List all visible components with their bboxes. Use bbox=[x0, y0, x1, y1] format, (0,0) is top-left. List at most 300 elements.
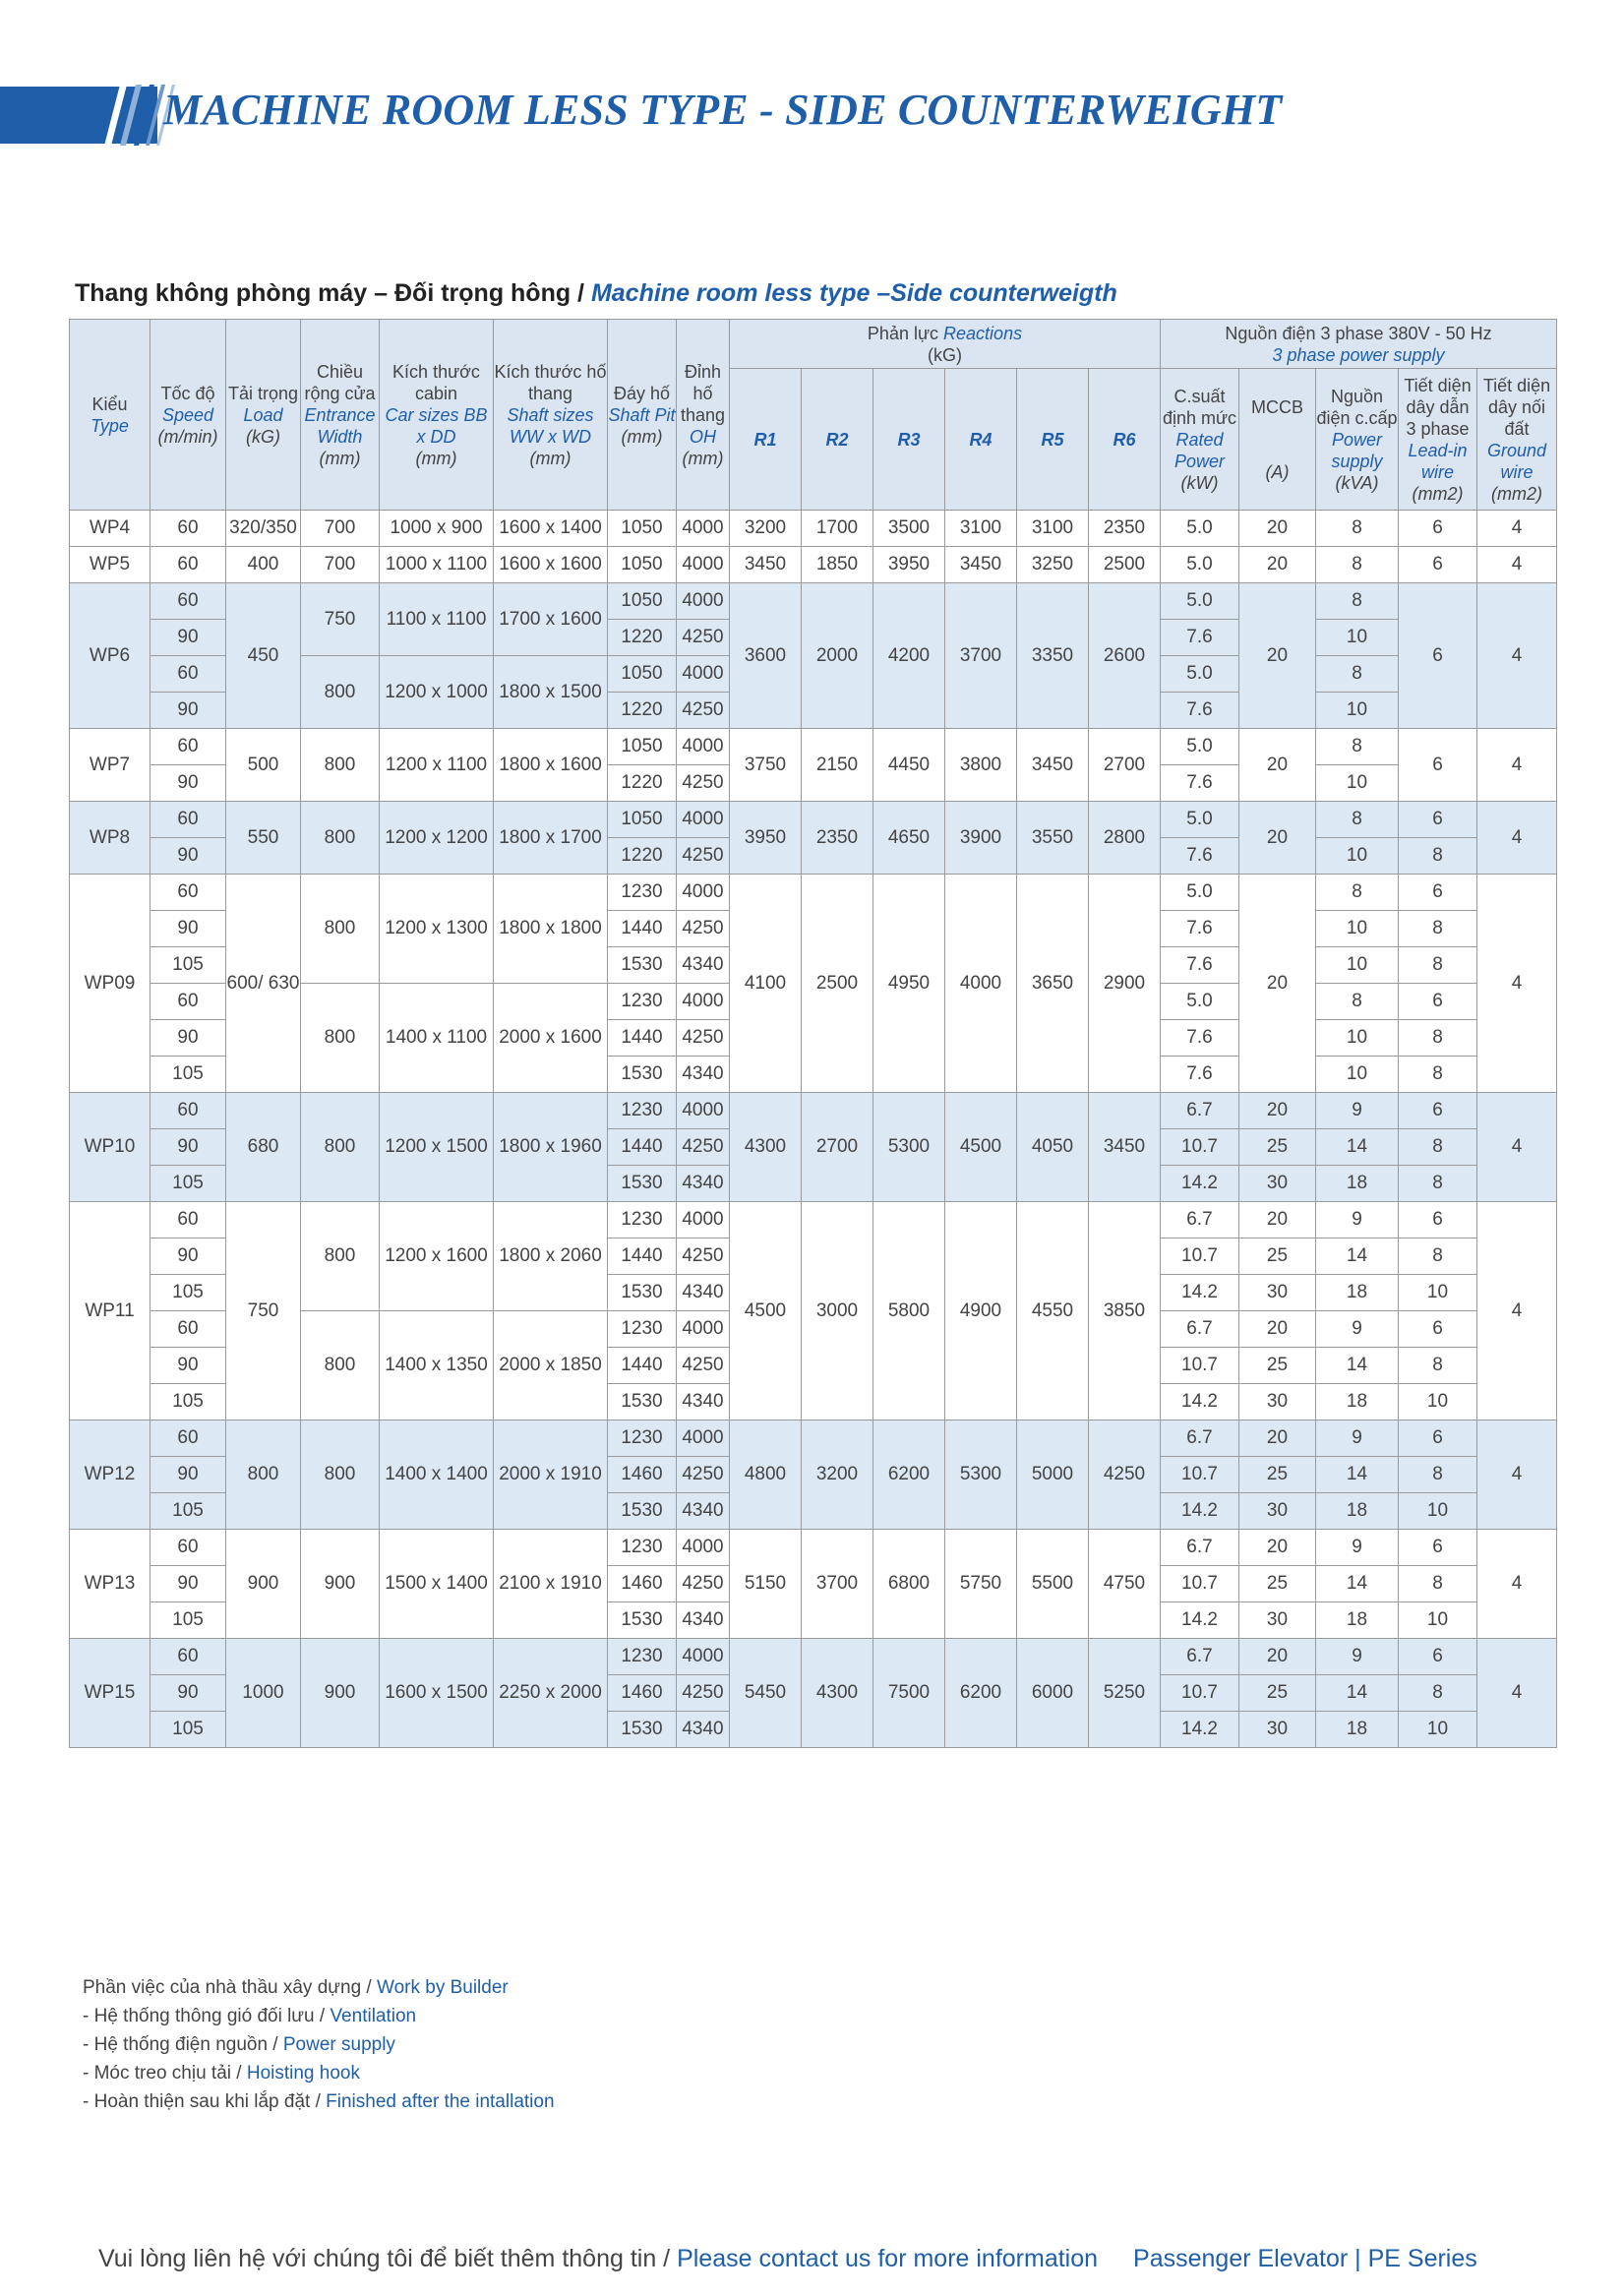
cell-pit: 1050 bbox=[608, 729, 677, 765]
cell-pit: 1230 bbox=[608, 984, 677, 1020]
cell-lead-in-wire: 8 bbox=[1399, 1348, 1477, 1384]
cell-pit: 1050 bbox=[608, 547, 677, 583]
cell-power-supply: 10 bbox=[1316, 1057, 1399, 1093]
cell-oh: 4000 bbox=[677, 875, 730, 911]
cell-lead-in-wire: 6 bbox=[1399, 583, 1477, 729]
cell-reaction-r3: 3500 bbox=[873, 511, 945, 547]
header-r4: R4 bbox=[945, 369, 1017, 511]
cell-speed: 60 bbox=[150, 547, 226, 583]
cell-entrance: 700 bbox=[301, 511, 380, 547]
cell-mccb: 20 bbox=[1239, 1093, 1316, 1129]
cell-reaction-r2: 2500 bbox=[802, 875, 873, 1093]
table-row bbox=[70, 802, 1557, 838]
cell-speed: 90 bbox=[150, 911, 226, 947]
cell-lead-in-wire: 6 bbox=[1399, 984, 1477, 1020]
cell-reaction-r4: 3100 bbox=[945, 511, 1017, 547]
cell-pit: 1050 bbox=[608, 656, 677, 693]
cell-mccb: 20 bbox=[1239, 1311, 1316, 1348]
cell-oh: 4250 bbox=[677, 838, 730, 875]
cell-pit: 1440 bbox=[608, 1129, 677, 1166]
cell-oh: 4340 bbox=[677, 1712, 730, 1748]
table-row bbox=[70, 1530, 1557, 1566]
cell-reaction-r1: 4100 bbox=[730, 875, 802, 1093]
cell-oh: 4000 bbox=[677, 547, 730, 583]
cell-lead-in-wire: 10 bbox=[1399, 1602, 1477, 1639]
header-mccb: MCCB (A) bbox=[1239, 369, 1316, 511]
cell-speed: 90 bbox=[150, 1457, 226, 1493]
header-speed: Tốc độ Speed (m/min) bbox=[150, 320, 226, 511]
cell-car-size: 1200 x 1300 bbox=[380, 875, 494, 984]
cell-type: WP8 bbox=[70, 802, 150, 875]
cell-oh: 4340 bbox=[677, 1057, 730, 1093]
cell-reaction-r1: 5450 bbox=[730, 1639, 802, 1748]
cell-pit: 1530 bbox=[608, 1602, 677, 1639]
header-entrance: Chiều rộng cửa Entrance Width (mm) bbox=[301, 320, 380, 511]
cell-lead-in-wire: 8 bbox=[1399, 1457, 1477, 1493]
cell-mccb: 30 bbox=[1239, 1384, 1316, 1420]
cell-lead-in-wire: 6 bbox=[1399, 802, 1477, 838]
cell-car-size: 1200 x 1600 bbox=[380, 1202, 494, 1311]
cell-lead-in-wire: 8 bbox=[1399, 1129, 1477, 1166]
cell-reaction-r6: 2700 bbox=[1089, 729, 1161, 802]
cell-oh: 4000 bbox=[677, 1420, 730, 1457]
cell-rated-power: 7.6 bbox=[1161, 1057, 1239, 1093]
cell-reaction-r2: 3200 bbox=[802, 1420, 873, 1530]
cell-reaction-r4: 4500 bbox=[945, 1093, 1017, 1202]
cell-rated-power: 14.2 bbox=[1161, 1166, 1239, 1202]
cell-rated-power: 10.7 bbox=[1161, 1457, 1239, 1493]
cell-reaction-r3: 6800 bbox=[873, 1530, 945, 1639]
cell-ground-wire: 4 bbox=[1477, 1639, 1557, 1748]
header-ground-wire: Tiết diện dây nối đất Ground wire (mm2) bbox=[1477, 369, 1557, 511]
note-item: - Hệ thống thông gió đối lưu / Ventilation bbox=[83, 2006, 417, 2026]
cell-shaft-size: 1800 x 2060 bbox=[494, 1202, 608, 1311]
cell-power-supply: 10 bbox=[1316, 765, 1399, 802]
cell-speed: 60 bbox=[150, 984, 226, 1020]
cell-pit: 1230 bbox=[608, 1311, 677, 1348]
cell-ground-wire: 4 bbox=[1477, 875, 1557, 1093]
cell-lead-in-wire: 10 bbox=[1399, 1712, 1477, 1748]
cell-lead-in-wire: 8 bbox=[1399, 1057, 1477, 1093]
cell-rated-power: 5.0 bbox=[1161, 729, 1239, 765]
cell-speed: 105 bbox=[150, 1275, 226, 1311]
cell-reaction-r2: 3700 bbox=[802, 1530, 873, 1639]
cell-rated-power: 6.7 bbox=[1161, 1639, 1239, 1675]
cell-entrance: 700 bbox=[301, 547, 380, 583]
cell-shaft-size: 1800 x 1700 bbox=[494, 802, 608, 875]
cell-pit: 1220 bbox=[608, 693, 677, 729]
cell-oh: 4000 bbox=[677, 802, 730, 838]
cell-reaction-r6: 5250 bbox=[1089, 1639, 1161, 1748]
subtitle-en: Machine room less type –Side counterweigth bbox=[590, 279, 1117, 307]
cell-rated-power: 10.7 bbox=[1161, 1675, 1239, 1712]
cell-type: WP12 bbox=[70, 1420, 150, 1530]
cell-power-supply: 8 bbox=[1316, 511, 1399, 547]
cell-shaft-size: 2000 x 1850 bbox=[494, 1311, 608, 1420]
note-item: - Móc treo chịu tải / Hoisting hook bbox=[83, 2063, 360, 2084]
cell-power-supply: 9 bbox=[1316, 1093, 1399, 1129]
cell-power-supply: 9 bbox=[1316, 1202, 1399, 1239]
cell-power-supply: 8 bbox=[1316, 729, 1399, 765]
cell-reaction-r3: 4200 bbox=[873, 583, 945, 729]
cell-power-supply: 10 bbox=[1316, 1020, 1399, 1057]
cell-pit: 1530 bbox=[608, 1493, 677, 1530]
cell-pit: 1530 bbox=[608, 1384, 677, 1420]
cell-lead-in-wire: 6 bbox=[1399, 511, 1477, 547]
cell-speed: 60 bbox=[150, 1202, 226, 1239]
cell-power-supply: 18 bbox=[1316, 1275, 1399, 1311]
cell-load: 600/ 630 bbox=[226, 875, 301, 1093]
cell-oh: 4250 bbox=[677, 1675, 730, 1712]
cell-reaction-r3: 5800 bbox=[873, 1202, 945, 1420]
cell-power-supply: 10 bbox=[1316, 693, 1399, 729]
cell-reaction-r5: 3450 bbox=[1017, 729, 1089, 802]
cell-reaction-r6: 2600 bbox=[1089, 583, 1161, 729]
table-row bbox=[70, 547, 1557, 583]
cell-ground-wire: 4 bbox=[1477, 1530, 1557, 1639]
cell-lead-in-wire: 6 bbox=[1399, 1093, 1477, 1129]
cell-lead-in-wire: 8 bbox=[1399, 1166, 1477, 1202]
cell-mccb: 20 bbox=[1239, 1639, 1316, 1675]
cell-pit: 1530 bbox=[608, 1275, 677, 1311]
cell-power-supply: 8 bbox=[1316, 802, 1399, 838]
cell-mccb: 20 bbox=[1239, 1420, 1316, 1457]
cell-car-size: 1400 x 1400 bbox=[380, 1420, 494, 1530]
cell-load: 500 bbox=[226, 729, 301, 802]
cell-reaction-r3: 5300 bbox=[873, 1093, 945, 1202]
cell-rated-power: 5.0 bbox=[1161, 875, 1239, 911]
header-pit: Đáy hố Shaft Pit (mm) bbox=[608, 320, 677, 511]
cell-entrance: 800 bbox=[301, 984, 380, 1093]
cell-power-supply: 18 bbox=[1316, 1166, 1399, 1202]
cell-speed: 90 bbox=[150, 1675, 226, 1712]
cell-pit: 1220 bbox=[608, 838, 677, 875]
table-row bbox=[70, 1639, 1557, 1675]
note-item: - Hoàn thiện sau khi lắp đặt / Finished after the intallation bbox=[83, 2091, 555, 2112]
cell-rated-power: 7.6 bbox=[1161, 947, 1239, 984]
cell-type: WP7 bbox=[70, 729, 150, 802]
cell-shaft-size: 2250 x 2000 bbox=[494, 1639, 608, 1748]
header-r5: R5 bbox=[1017, 369, 1089, 511]
cell-lead-in-wire: 6 bbox=[1399, 547, 1477, 583]
cell-pit: 1530 bbox=[608, 1712, 677, 1748]
cell-shaft-size: 1800 x 1800 bbox=[494, 875, 608, 984]
cell-speed: 60 bbox=[150, 1639, 226, 1675]
cell-load: 320/350 bbox=[226, 511, 301, 547]
cell-reaction-r5: 5000 bbox=[1017, 1420, 1089, 1530]
cell-power-supply: 14 bbox=[1316, 1675, 1399, 1712]
cell-speed: 105 bbox=[150, 947, 226, 984]
cell-oh: 4340 bbox=[677, 1275, 730, 1311]
cell-mccb: 25 bbox=[1239, 1675, 1316, 1712]
cell-speed: 90 bbox=[150, 1239, 226, 1275]
cell-reaction-r4: 3800 bbox=[945, 729, 1017, 802]
cell-speed: 90 bbox=[150, 1348, 226, 1384]
cell-reaction-r2: 2000 bbox=[802, 583, 873, 729]
cell-pit: 1440 bbox=[608, 1348, 677, 1384]
cell-rated-power: 5.0 bbox=[1161, 802, 1239, 838]
cell-reaction-r2: 2700 bbox=[802, 1093, 873, 1202]
cell-reaction-r1: 3200 bbox=[730, 511, 802, 547]
cell-entrance: 900 bbox=[301, 1639, 380, 1748]
table-row bbox=[70, 511, 1557, 547]
cell-ground-wire: 4 bbox=[1477, 729, 1557, 802]
cell-reaction-r5: 3550 bbox=[1017, 802, 1089, 875]
cell-oh: 4250 bbox=[677, 1239, 730, 1275]
cell-power-supply: 8 bbox=[1316, 656, 1399, 693]
header-r2: R2 bbox=[802, 369, 873, 511]
cell-load: 400 bbox=[226, 547, 301, 583]
cell-speed: 90 bbox=[150, 693, 226, 729]
cell-shaft-size: 1800 x 1500 bbox=[494, 656, 608, 729]
cell-reaction-r1: 4300 bbox=[730, 1093, 802, 1202]
cell-rated-power: 6.7 bbox=[1161, 1311, 1239, 1348]
cell-type: WP6 bbox=[70, 583, 150, 729]
cell-reaction-r1: 3750 bbox=[730, 729, 802, 802]
cell-speed: 105 bbox=[150, 1712, 226, 1748]
cell-load: 450 bbox=[226, 583, 301, 729]
table-row bbox=[70, 1420, 1557, 1457]
cell-rated-power: 6.7 bbox=[1161, 1093, 1239, 1129]
cell-lead-in-wire: 6 bbox=[1399, 875, 1477, 911]
cell-mccb: 25 bbox=[1239, 1566, 1316, 1602]
cell-reaction-r6: 2350 bbox=[1089, 511, 1161, 547]
cell-reaction-r3: 6200 bbox=[873, 1420, 945, 1530]
cell-type: WP15 bbox=[70, 1639, 150, 1748]
cell-reaction-r6: 2900 bbox=[1089, 875, 1161, 1093]
footer-contact-en: Please contact us for more information bbox=[677, 2245, 1099, 2272]
cell-power-supply: 14 bbox=[1316, 1566, 1399, 1602]
cell-reaction-r4: 3450 bbox=[945, 547, 1017, 583]
cell-car-size: 1200 x 1100 bbox=[380, 729, 494, 802]
cell-type: WP10 bbox=[70, 1093, 150, 1202]
cell-pit: 1460 bbox=[608, 1457, 677, 1493]
cell-reaction-r6: 4750 bbox=[1089, 1530, 1161, 1639]
cell-reaction-r3: 4450 bbox=[873, 729, 945, 802]
cell-speed: 60 bbox=[150, 802, 226, 838]
cell-car-size: 1400 x 1350 bbox=[380, 1311, 494, 1420]
cell-oh: 4000 bbox=[677, 1311, 730, 1348]
cell-reaction-r5: 6000 bbox=[1017, 1639, 1089, 1748]
cell-reaction-r4: 3900 bbox=[945, 802, 1017, 875]
table-subtitle bbox=[75, 279, 1117, 308]
cell-pit: 1530 bbox=[608, 1057, 677, 1093]
cell-oh: 4340 bbox=[677, 1493, 730, 1530]
header-type: Kiểu Type bbox=[70, 320, 150, 511]
header-shaft-size: Kích thước hố thang Shaft sizes WW x WD (mm) bbox=[494, 320, 608, 511]
cell-rated-power: 5.0 bbox=[1161, 984, 1239, 1020]
cell-mccb: 25 bbox=[1239, 1457, 1316, 1493]
notes-heading: Phần việc của nhà thầu xây dựng / Work by Builder bbox=[83, 1977, 509, 1998]
cell-reaction-r1: 4800 bbox=[730, 1420, 802, 1530]
table-row bbox=[70, 1093, 1557, 1129]
cell-car-size: 1600 x 1500 bbox=[380, 1639, 494, 1748]
header-r3: R3 bbox=[873, 369, 945, 511]
cell-entrance: 800 bbox=[301, 802, 380, 875]
cell-mccb: 20 bbox=[1239, 1202, 1316, 1239]
cell-shaft-size: 1800 x 1600 bbox=[494, 729, 608, 802]
cell-lead-in-wire: 6 bbox=[1399, 1202, 1477, 1239]
cell-entrance: 900 bbox=[301, 1530, 380, 1639]
cell-power-supply: 10 bbox=[1316, 838, 1399, 875]
header-r6: R6 bbox=[1089, 369, 1161, 511]
cell-rated-power: 7.6 bbox=[1161, 911, 1239, 947]
cell-rated-power: 7.6 bbox=[1161, 765, 1239, 802]
cell-reaction-r5: 3650 bbox=[1017, 875, 1089, 1093]
header-car-size: Kích thước cabin Car sizes BB x DD (mm) bbox=[380, 320, 494, 511]
cell-rated-power: 6.7 bbox=[1161, 1530, 1239, 1566]
cell-pit: 1230 bbox=[608, 1639, 677, 1675]
cell-oh: 4340 bbox=[677, 1166, 730, 1202]
header-power-supply: Nguồn điện c.cấp Power supply (kVA) bbox=[1316, 369, 1399, 511]
builder-notes bbox=[83, 1973, 555, 2116]
cell-speed: 90 bbox=[150, 765, 226, 802]
cell-rated-power: 5.0 bbox=[1161, 583, 1239, 620]
cell-reaction-r1: 3600 bbox=[730, 583, 802, 729]
cell-reaction-r3: 4650 bbox=[873, 802, 945, 875]
spec-table-body bbox=[70, 511, 1557, 1748]
cell-speed: 105 bbox=[150, 1493, 226, 1530]
cell-pit: 1230 bbox=[608, 1420, 677, 1457]
cell-load: 750 bbox=[226, 1202, 301, 1420]
header-load: Tải trọng Load (kG) bbox=[226, 320, 301, 511]
cell-reaction-r2: 1700 bbox=[802, 511, 873, 547]
header-r1: R1 bbox=[730, 369, 802, 511]
table-row bbox=[70, 1202, 1557, 1239]
cell-mccb: 20 bbox=[1239, 729, 1316, 802]
cell-speed: 90 bbox=[150, 1566, 226, 1602]
cell-ground-wire: 4 bbox=[1477, 1202, 1557, 1420]
cell-type: WP13 bbox=[70, 1530, 150, 1639]
cell-lead-in-wire: 8 bbox=[1399, 1239, 1477, 1275]
cell-speed: 60 bbox=[150, 656, 226, 693]
cell-shaft-size: 1800 x 1960 bbox=[494, 1093, 608, 1202]
cell-mccb: 20 bbox=[1239, 511, 1316, 547]
cell-power-supply: 18 bbox=[1316, 1493, 1399, 1530]
cell-lead-in-wire: 10 bbox=[1399, 1493, 1477, 1530]
cell-oh: 4250 bbox=[677, 1129, 730, 1166]
cell-power-supply: 18 bbox=[1316, 1384, 1399, 1420]
cell-car-size: 1200 x 1000 bbox=[380, 656, 494, 729]
cell-shaft-size: 1600 x 1400 bbox=[494, 511, 608, 547]
cell-lead-in-wire: 8 bbox=[1399, 947, 1477, 984]
cell-mccb: 25 bbox=[1239, 1129, 1316, 1166]
cell-shaft-size: 1700 x 1600 bbox=[494, 583, 608, 656]
cell-rated-power: 10.7 bbox=[1161, 1129, 1239, 1166]
cell-entrance: 800 bbox=[301, 1093, 380, 1202]
cell-reaction-r4: 4900 bbox=[945, 1202, 1017, 1420]
cell-oh: 4000 bbox=[677, 1202, 730, 1239]
cell-oh: 4250 bbox=[677, 620, 730, 656]
cell-load: 1000 bbox=[226, 1639, 301, 1748]
cell-oh: 4340 bbox=[677, 1384, 730, 1420]
cell-pit: 1460 bbox=[608, 1675, 677, 1712]
cell-speed: 105 bbox=[150, 1384, 226, 1420]
cell-entrance: 800 bbox=[301, 1311, 380, 1420]
cell-oh: 4250 bbox=[677, 1566, 730, 1602]
table-row bbox=[70, 875, 1557, 911]
cell-pit: 1050 bbox=[608, 583, 677, 620]
cell-reaction-r6: 3450 bbox=[1089, 1093, 1161, 1202]
cell-reaction-r3: 7500 bbox=[873, 1639, 945, 1748]
cell-pit: 1230 bbox=[608, 875, 677, 911]
cell-power-supply: 14 bbox=[1316, 1457, 1399, 1493]
cell-oh: 4340 bbox=[677, 947, 730, 984]
cell-type: WP4 bbox=[70, 511, 150, 547]
cell-rated-power: 5.0 bbox=[1161, 511, 1239, 547]
cell-oh: 4250 bbox=[677, 911, 730, 947]
cell-oh: 4250 bbox=[677, 693, 730, 729]
cell-speed: 90 bbox=[150, 1129, 226, 1166]
cell-lead-in-wire: 8 bbox=[1399, 911, 1477, 947]
cell-mccb: 30 bbox=[1239, 1602, 1316, 1639]
table-row bbox=[70, 583, 1557, 620]
cell-lead-in-wire: 10 bbox=[1399, 1384, 1477, 1420]
cell-power-supply: 18 bbox=[1316, 1602, 1399, 1639]
cell-oh: 4250 bbox=[677, 1020, 730, 1057]
cell-power-supply: 10 bbox=[1316, 947, 1399, 984]
cell-lead-in-wire: 8 bbox=[1399, 838, 1477, 875]
cell-shaft-size: 1600 x 1600 bbox=[494, 547, 608, 583]
cell-reaction-r4: 6200 bbox=[945, 1639, 1017, 1748]
cell-reaction-r4: 5750 bbox=[945, 1530, 1017, 1639]
cell-speed: 105 bbox=[150, 1057, 226, 1093]
cell-lead-in-wire: 8 bbox=[1399, 1020, 1477, 1057]
page-title: MACHINE ROOM LESS TYPE - SIDE COUNTERWEIGHT bbox=[163, 86, 1283, 134]
cell-reaction-r5: 5500 bbox=[1017, 1530, 1089, 1639]
cell-oh: 4250 bbox=[677, 1348, 730, 1384]
cell-power-supply: 9 bbox=[1316, 1420, 1399, 1457]
cell-mccb: 30 bbox=[1239, 1166, 1316, 1202]
cell-rated-power: 10.7 bbox=[1161, 1566, 1239, 1602]
cell-rated-power: 14.2 bbox=[1161, 1384, 1239, 1420]
cell-mccb: 30 bbox=[1239, 1712, 1316, 1748]
cell-pit: 1220 bbox=[608, 765, 677, 802]
cell-speed: 60 bbox=[150, 1530, 226, 1566]
cell-rated-power: 10.7 bbox=[1161, 1348, 1239, 1384]
cell-power-supply: 18 bbox=[1316, 1712, 1399, 1748]
cell-ground-wire: 4 bbox=[1477, 1093, 1557, 1202]
cell-pit: 1530 bbox=[608, 1166, 677, 1202]
cell-speed: 105 bbox=[150, 1166, 226, 1202]
cell-speed: 60 bbox=[150, 729, 226, 765]
footer-brand: Passenger Elevator | PE Series bbox=[1133, 2245, 1477, 2272]
cell-car-size: 1000 x 900 bbox=[380, 511, 494, 547]
cell-pit: 1440 bbox=[608, 1239, 677, 1275]
cell-shaft-size: 2000 x 1600 bbox=[494, 984, 608, 1093]
cell-mccb: 20 bbox=[1239, 875, 1316, 1093]
cell-mccb: 25 bbox=[1239, 1348, 1316, 1384]
cell-entrance: 750 bbox=[301, 583, 380, 656]
cell-ground-wire: 4 bbox=[1477, 1420, 1557, 1530]
cell-pit: 1440 bbox=[608, 911, 677, 947]
cell-power-supply: 8 bbox=[1316, 984, 1399, 1020]
spec-table-wrapper bbox=[69, 319, 1556, 1748]
cell-reaction-r4: 3700 bbox=[945, 583, 1017, 729]
cell-type: WP5 bbox=[70, 547, 150, 583]
cell-reaction-r1: 5150 bbox=[730, 1530, 802, 1639]
cell-oh: 4000 bbox=[677, 656, 730, 693]
cell-speed: 60 bbox=[150, 1093, 226, 1129]
cell-type: WP09 bbox=[70, 875, 150, 1093]
cell-reaction-r6: 3850 bbox=[1089, 1202, 1161, 1420]
header-reactions: Phản lực Reactions (kG) bbox=[730, 320, 1161, 369]
cell-oh: 4000 bbox=[677, 511, 730, 547]
cell-pit: 1230 bbox=[608, 1093, 677, 1129]
cell-power-supply: 14 bbox=[1316, 1239, 1399, 1275]
cell-reaction-r5: 3250 bbox=[1017, 547, 1089, 583]
cell-reaction-r6: 4250 bbox=[1089, 1420, 1161, 1530]
